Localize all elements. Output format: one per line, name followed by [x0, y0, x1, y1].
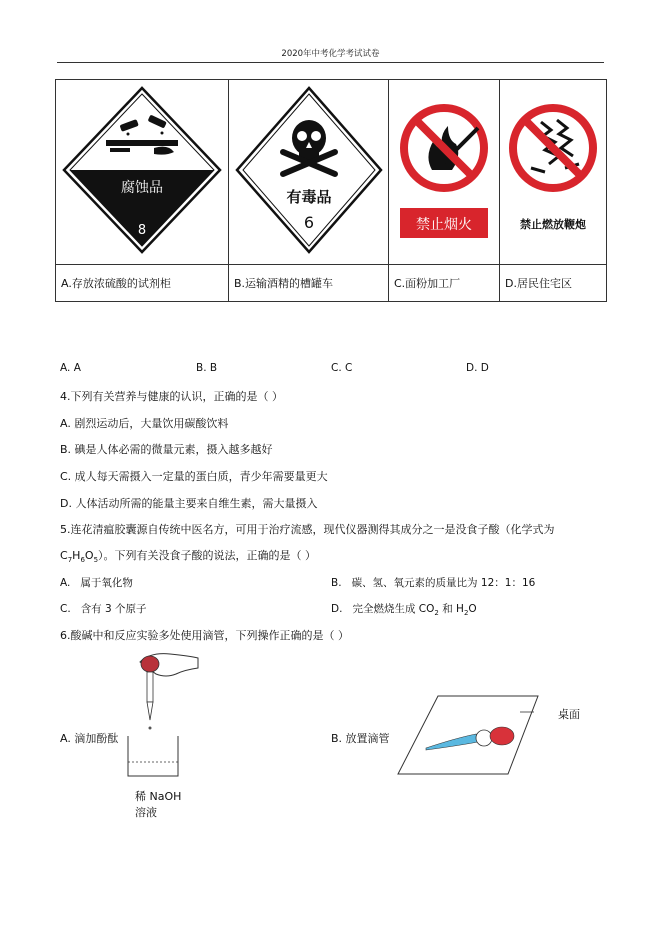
q4-stem: 4.下列有关营养与健康的认识，正确的是（ ） — [60, 390, 283, 403]
q5-stem-line2: $C_7H_6O_5$）。下列有关没食子酸的说法，正确的是（ ） — [60, 549, 317, 565]
corrosive-sign-text: 腐蚀品 — [121, 180, 163, 196]
desk-label: 桌面 — [558, 708, 580, 721]
q3-option-d[interactable]: D. D — [466, 362, 489, 374]
signs-table — [55, 79, 607, 302]
beaker-label-line1: 稀 NaOH — [135, 790, 182, 803]
corrosive-sign-icon — [58, 82, 226, 258]
page-header: 2020年中考化学考试试卷 — [281, 49, 380, 59]
toxic-sign-number: 6 — [303, 213, 314, 232]
sign-caption-b: B.运输酒精的槽罐车 — [229, 265, 389, 302]
sign-caption-d: D.居民住宅区 — [500, 265, 607, 302]
q5-stem-line1: 5.连花清瘟胶囊源自传统中医名方，可用于治疗流感，现代仪器测得其成分之一是没食子酸（化学式为 — [60, 523, 555, 536]
q6-option-b[interactable]: B. 放置滴管 — [331, 732, 390, 745]
q4-option-d[interactable]: D. 人体活动所需的能量主要来自维生素，需大量摄入 — [60, 497, 318, 510]
sign-caption-a: A.存放浓硫酸的试剂柜 — [56, 265, 229, 302]
no-fire-sign-text: 禁止烟火 — [416, 217, 472, 233]
toxic-sign-icon — [231, 82, 387, 258]
toxic-sign-text: 有毒品 — [285, 188, 332, 206]
toxic-sign-cell — [229, 80, 389, 265]
q4-option-c[interactable]: C. 成人每天需摄入一定量的蛋白质，青少年需要量更大 — [60, 470, 328, 483]
q3-option-b[interactable]: B. B — [196, 362, 218, 374]
q6-option-a[interactable]: A. 滴加酚酞 — [60, 732, 119, 745]
q4-option-a[interactable]: A. 剧烈运动后，大量饮用碳酸饮料 — [60, 417, 229, 430]
no-firecracker-sign-icon — [501, 82, 605, 258]
q3-option-c[interactable]: C. C — [331, 362, 353, 374]
dropper-beaker-illustration — [120, 644, 200, 786]
q5-option-b[interactable]: B. 碳、氢、氧元素的质量比为 12：1：16 — [331, 577, 536, 589]
q5-option-a[interactable]: A. 属于氧化物 — [60, 577, 133, 589]
corrosive-sign-number: 8 — [137, 223, 147, 238]
sign-caption-c: C.面粉加工厂 — [389, 265, 500, 302]
corrosive-sign-cell — [56, 80, 229, 265]
no-fire-sign-cell — [389, 80, 500, 265]
q5-option-c[interactable]: C. 含有 3 个原子 — [60, 603, 147, 615]
q5-option-d[interactable]: D. 完全燃烧生成 $CO_2$ 和 $H_2O$ — [331, 603, 477, 618]
beaker-label-line2: 溶液 — [135, 806, 157, 819]
header-divider — [57, 62, 604, 63]
q6-stem: 6.酸碱中和反应实验多处使用滴管，下列操作正确的是（ ） — [60, 629, 349, 642]
q3-option-a[interactable]: A. A — [60, 362, 81, 374]
q4-option-b[interactable]: B. 碘是人体必需的微量元素，摄入越多越好 — [60, 443, 273, 456]
no-firecracker-sign-cell — [500, 80, 607, 265]
dropper-on-desk-illustration — [392, 690, 542, 780]
no-fire-sign-icon — [392, 82, 496, 258]
no-firecracker-sign-text: 禁止燃放鞭炮 — [520, 218, 586, 231]
